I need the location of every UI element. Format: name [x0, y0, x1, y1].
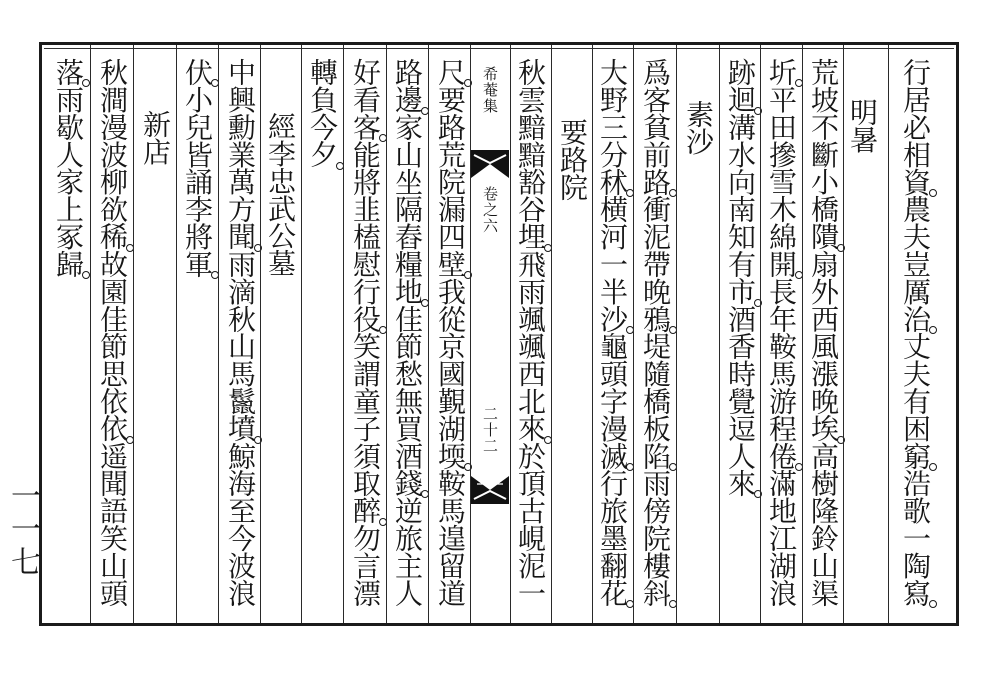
leaf-number: 二十二	[481, 406, 499, 454]
column-rule	[802, 45, 803, 623]
column-rule	[633, 45, 634, 623]
column-rule	[551, 45, 552, 623]
fish-tail-ornament-bottom	[471, 476, 509, 504]
poem-title: 要路院	[556, 118, 589, 201]
text-column: 爲客貧前路 衝泥帶晚鴉 堤隨橋板陷 雨傍院樓斜	[634, 58, 676, 618]
text-column: 跡迴 溝水向南知有市 酒香時覺逗人來	[719, 58, 761, 618]
column-rule	[843, 45, 844, 623]
column-rule	[301, 45, 302, 623]
column-rule	[592, 45, 593, 623]
column-rule	[386, 45, 387, 623]
book-title: 希菴集	[481, 66, 499, 114]
poem-title: 經李忠武公墓	[264, 112, 297, 277]
punctuation-circle	[929, 326, 937, 334]
poem-title: 素沙	[682, 100, 715, 155]
column-rule	[90, 45, 91, 623]
text-column: 行居必相資 農夫豈厲治 丈夫有困窮 浩歌一陶寫	[894, 58, 936, 618]
text-column: 好看客 能將韭榼慰行役 笑謂童子須取醉 勿言漂	[344, 58, 386, 618]
punctuation-circle	[929, 189, 937, 197]
column-rule	[343, 45, 344, 623]
page-number: 一一七	[5, 480, 40, 579]
text-column: 中興勳業萬方聞 雨滴秋山馬鬣墳 鯨海至今波浪	[219, 58, 261, 618]
text-column: 大野三分秫 横河一半沙 龜頭字漫滅 行旅墨翻花	[591, 58, 633, 618]
column-rule	[470, 45, 471, 623]
text-column: 尺 要路荒院漏四壁 我從京國覲湖堧 鞍馬遑留道	[429, 58, 471, 618]
volume-label: 卷之六	[481, 186, 499, 234]
column-rule	[260, 45, 261, 623]
poem-title: 新店	[139, 110, 172, 165]
punctuation-circle	[82, 271, 90, 279]
text-column: 圻 平田摻雪木綿開 長年鞍馬游程倦 滿地江湖浪	[760, 58, 802, 618]
column-rule	[133, 45, 134, 623]
fish-tail-ornament-top	[471, 150, 509, 178]
punctuation-circle	[929, 600, 937, 608]
text-column: 路邊 家山坐隔舂糧地 佳節愁無買酒錢 逆旅主人	[386, 58, 428, 618]
punctuation-circle	[929, 463, 937, 471]
column-rule	[760, 45, 761, 623]
column-rule	[888, 45, 889, 623]
column-rule	[676, 45, 677, 623]
text-column: 荒坡不斷小橋隤 扇外西風漲晚埃 高樹隆鈴山渠	[802, 58, 844, 618]
column-rule	[510, 45, 511, 623]
text-column: 伏 小兒皆誦李將軍	[176, 58, 218, 618]
text-column: 秋雲黯黯豁谷埋 飛雨颯颯西北來 於頂古峴泥一	[509, 58, 551, 618]
punctuation-circle	[82, 79, 90, 87]
poem-title: 明暑	[846, 98, 879, 153]
text-column: 轉負今夕	[301, 58, 343, 618]
column-rule	[719, 45, 720, 623]
column-rule	[428, 45, 429, 623]
text-column: 秋澗漫波柳欲稀 故園佳節思依依 遥聞語笑山頭	[91, 58, 133, 618]
column-rule	[218, 45, 219, 623]
text-column: 落 雨歇人家上冢歸	[47, 58, 89, 618]
column-rule	[176, 45, 177, 623]
